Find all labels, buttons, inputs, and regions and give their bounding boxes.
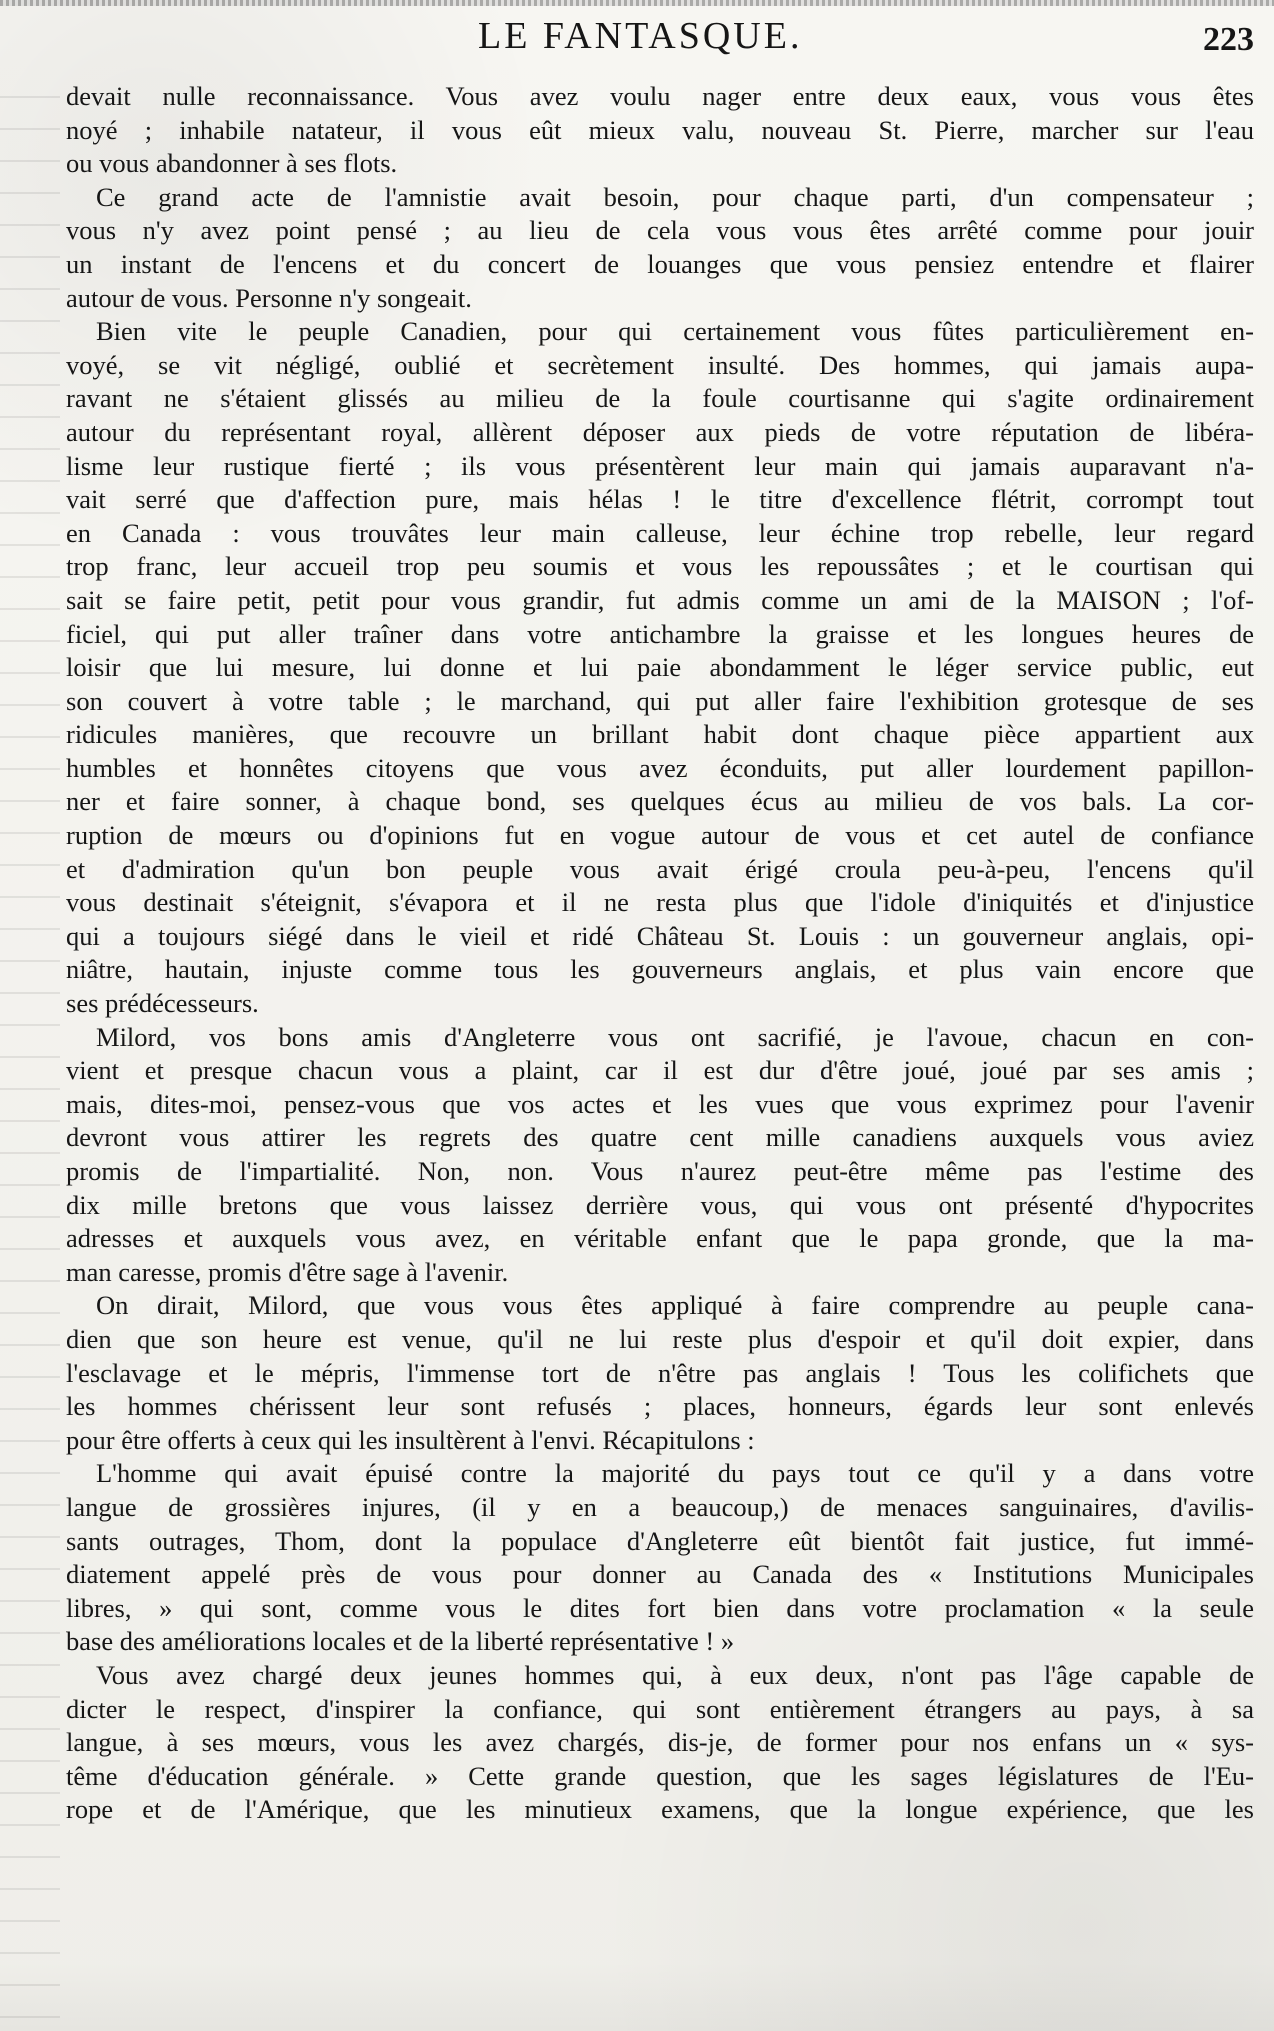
text-line: dicter le respect, d'inspirer la confiance, qui sont entièrement étrangers au pays, à sa [66, 1693, 1254, 1724]
text-line: noyé ; inhabile natateur, il vous eût mieux valu, nouveau St. Pierre, marcher sur l'eau [66, 114, 1254, 145]
text-line: l'esclavage et le mépris, l'immense tort de n'être pas anglais ! Tous les colifichets que [66, 1357, 1254, 1388]
text-line: ravant ne s'étaient glissés au milieu de la foule courtisanne qui s'agite ordinairement [66, 383, 1254, 414]
text-line: Vous avez chargé deux jeunes hommes qui, à eux deux, n'ont pas l'âge capable de [96, 1659, 1254, 1690]
bottom-margin-noise [0, 1961, 1274, 2031]
text-line: les hommes chérissent leur sont refusés ; places, honneurs, égards leur sont enlevés [66, 1391, 1254, 1422]
text-line: humbles et honnêtes citoyens que vous avez éconduits, put aller lourdement papillon- [66, 752, 1254, 783]
text-line: son couvert à votre table ; le marchand, qui put aller faire l'exhibition grotesque de ses [66, 685, 1254, 716]
text-line: vous n'y avez point pensé ; au lieu de cela vous vous êtes arrêté comme pour jouir [66, 215, 1254, 246]
text-line: dien que son heure est venue, qu'il ne lui reste plus d'espoir et qu'il doit expier, dans [66, 1323, 1254, 1354]
text-line: L'homme qui avait épuisé contre la majorité du pays tout ce qu'il y a dans votre [96, 1458, 1254, 1489]
text-line: loisir que lui mesure, lui donne et lui paie abondamment le léger service public, eut [66, 652, 1254, 683]
text-line: trop franc, leur accueil trop peu soumis et vous les repoussâtes ; et le courtisan qui [66, 551, 1254, 582]
text-line: langue, à ses mœurs, vous les avez chargés, dis-je, de former pour nos enfans un « sys- [66, 1727, 1254, 1758]
text-line: tême d'éducation générale. » Cette grande question, que les sages législatures de l'Eu- [66, 1760, 1254, 1791]
text-line: On dirait, Milord, que vous vous êtes appliqué à faire comprendre au peuple cana- [96, 1290, 1254, 1321]
text-line: adresses et auxquels vous avez, en véritable enfant que le papa gronde, que la ma- [66, 1223, 1254, 1254]
text-line: vous destinait s'éteignit, s'évapora et il ne resta plus que l'idole d'iniquités et d'injustice [66, 887, 1254, 918]
text-line: qui a toujours siégé dans le vieil et ridé Château St. Louis : un gouverneur anglais, opi- [66, 920, 1254, 951]
text-line: autour du représentant royal, allèrent déposer aux pieds de votre réputation de libéra- [66, 416, 1254, 447]
text-line: un instant de l'encens et du concert de louanges que vous pensiez entendre et flairer [66, 248, 1254, 279]
text-line: devront vous attirer les regrets des quatre cent mille canadiens auxquels vous aviez [66, 1122, 1254, 1153]
text-line: voyé, se vit négligé, oublié et secrètement insulté. Des hommes, qui jamais aupa- [66, 349, 1254, 380]
left-margin-noise [0, 66, 60, 2030]
text-line: en Canada : vous trouvâtes leur main calleuse, leur échine trop rebelle, leur regard [66, 517, 1254, 548]
text-line: base des améliorations locales et de la liberté représentative ! » [66, 1626, 735, 1657]
text-line: devait nulle reconnaissance. Vous avez voulu nager entre deux eaux, vous vous êtes [66, 81, 1254, 111]
text-line: Bien vite le peuple Canadien, pour qui certainement vous fûtes particulièrement en- [96, 316, 1254, 347]
text-line: ridicules manières, que recouvre un brillant habit dont chaque pièce appartient aux [66, 719, 1254, 750]
text-line: man caresse, promis d'être sage à l'avenir. [66, 1256, 509, 1287]
text-line: ficiel, qui put aller traîner dans votre antichambre la graisse et les longues heures de [66, 618, 1254, 649]
text-line: pour être offerts à ceux qui les insultèrent à l'envi. Récapitulons : [66, 1424, 755, 1455]
text-line: mais, dites-moi, pensez-vous que vos actes et les vues que vous exprimez pour l'avenir [66, 1088, 1254, 1119]
text-line: diatement appelé près de vous pour donner au Canada des « Institutions Municipales [66, 1559, 1254, 1590]
text-line: ruption de mœurs ou d'opinions fut en vogue autour de vous et cet autel de confiance [66, 820, 1254, 851]
text-line: vait serré que d'affection pure, mais hélas ! le titre d'excellence flétrit, corrompt tout [66, 484, 1254, 515]
text-line: promis de l'impartialité. Non, non. Vous n'aurez peut-être même pas l'estime des [66, 1156, 1254, 1186]
text-line: lisme leur rustique fierté ; ils vous présentèrent leur main qui jamais auparavant n'a- [66, 450, 1254, 481]
header-rule [0, 0, 1274, 6]
text-line: Milord, vos bons amis d'Angleterre vous ont sacrifié, je l'avoue, chacun en con- [96, 1021, 1254, 1052]
text-line: sait se faire petit, petit pour vous grandir, fut admis comme un ami de la MAISON ; l'of- [66, 584, 1254, 615]
text-line: ou vous abandonner à ses flots. [66, 148, 398, 179]
text-line: vient et presque chacun vous a plaint, car il est dur d'être joué, joué par ses amis ; [66, 1055, 1254, 1086]
text-line: libres, » qui sont, comme vous le dites fort bien dans votre proclamation « la seule [66, 1592, 1254, 1623]
text-line: autour de vous. Personne n'y songeait. [66, 282, 472, 313]
text-line: dix mille bretons que vous laissez derrière vous, qui vous ont présenté d'hypocrites [66, 1189, 1254, 1220]
text-line: sants outrages, Thom, dont la populace d'Angleterre eût bientôt fait justice, fut immé- [66, 1525, 1254, 1556]
page-header [0, 0, 1274, 62]
running-title: LE FANTASQUE. [478, 15, 803, 57]
text-line: ses prédécesseurs. [66, 988, 259, 1019]
text-line: langue de grossières injures, (il y en a beaucoup,) de menaces sanguinaires, d'avilis- [66, 1491, 1254, 1522]
text-line: rope et de l'Amérique, que les minutieux examens, que la longue expérience, que les [66, 1794, 1254, 1825]
text-line: et d'admiration qu'un bon peuple vous avait érigé croula peu-à-peu, l'encens qu'il [66, 853, 1254, 884]
page-number: 223 [1203, 21, 1254, 58]
text-line: ner et faire sonner, à chaque bond, ses quelques écus au milieu de vos bals. La cor- [66, 786, 1254, 817]
text-line: Ce grand acte de l'amnistie avait besoin, pour chaque parti, d'un compensateur ; [96, 181, 1254, 212]
text-line: niâtre, hautain, injuste comme tous les gouverneurs anglais, et plus vain encore que [66, 954, 1254, 985]
article-body [66, 80, 1254, 1827]
